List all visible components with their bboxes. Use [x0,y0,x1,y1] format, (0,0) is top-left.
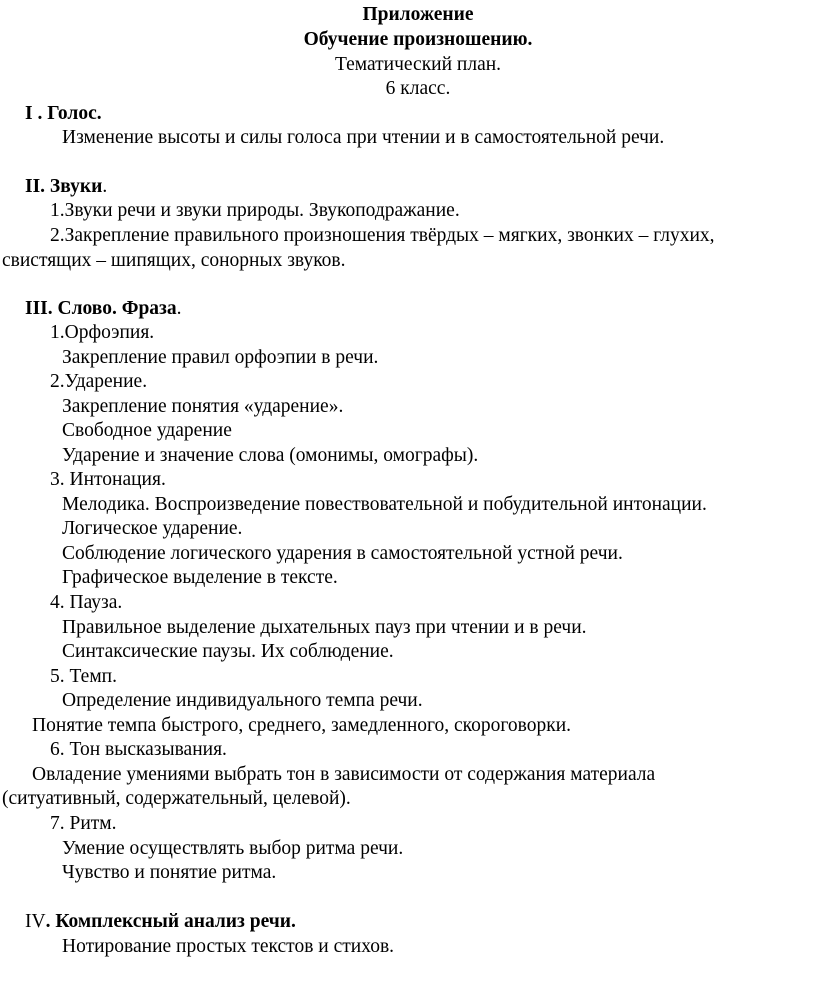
section-sounds-period: . [102,176,108,197]
document-title: Обучение произношению. [303,29,533,50]
section-analysis-heading [25,910,296,934]
list-item: Синтаксические паузы. Их соблюдение. [62,641,394,662]
list-item: Овладение умениями выбрать тон в зависимости от содержания материала [32,764,656,785]
grade-label: 6 класс. [385,78,451,99]
section-sounds-heading [25,175,107,199]
list-item: Закрепление понятия «ударение». [62,396,344,417]
list-item: 1.Звуки речи и звуки природы. Звукоподражание. [50,200,460,221]
section-word-phrase-title: III. Слово. Фраза [25,298,177,319]
list-item: Свободное ударение [62,420,232,441]
appendix-label: Приложение [362,4,474,25]
list-item: 4. Пауза. [50,592,123,613]
list-item: 5. Темп. [50,666,117,687]
list-item: Соблюдение логического ударения в самостоятельной устной речи. [62,543,623,564]
section-analysis-numeral: IV [25,911,46,932]
list-item: Определение индивидуального темпа речи. [62,690,423,711]
list-item: Логическое ударение. [62,518,243,539]
list-item: Правильное выделение дыхательных пауз при чтении и в речи. [62,617,587,638]
list-item: Понятие темпа быстрого, среднего, замедленного, скороговорки. [32,715,572,736]
list-item: 3. Интонация. [50,469,166,490]
list-item: Нотирование простых текстов и стихов. [62,936,395,957]
list-item: свистящих – шипящих, сонорных звуков. [2,250,346,271]
list-item: 7. Ритм. [50,813,117,834]
list-item: Закрепление правил орфоэпии в речи. [62,347,379,368]
document-subtitle: Тематический план. [334,54,502,75]
list-item: Чувство и понятие ритма. [62,862,277,883]
section-word-phrase-heading [25,297,182,321]
section-analysis-title: . Комплексный анализ речи. [45,911,296,932]
section-sounds-title: II. Звуки [25,176,103,197]
list-item: 6. Тон высказывания. [50,739,227,760]
section-voice-heading: I . Голос. [25,103,102,124]
list-item: Графическое выделение в тексте. [62,567,338,588]
list-item: Изменение высоты и силы голоса при чтении и в самостоятельной речи. [62,127,665,148]
section-word-phrase-period: . [176,298,182,319]
list-item: Ударение и значение слова (омонимы, омографы). [62,445,479,466]
list-item: Умение осуществлять выбор ритма речи. [62,838,404,859]
list-item: 2.Ударение. [50,371,148,392]
list-item: Мелодика. Воспроизведение повествовательной и побудительной интонации. [62,494,707,515]
list-item: (ситуативный, содержательный, целевой). [2,788,351,809]
list-item: 1.Орфоэпия. [50,322,155,343]
list-item: 2.Закрепление правильного произношения твёрдых – мягких, звонких – глухих, [50,225,715,246]
